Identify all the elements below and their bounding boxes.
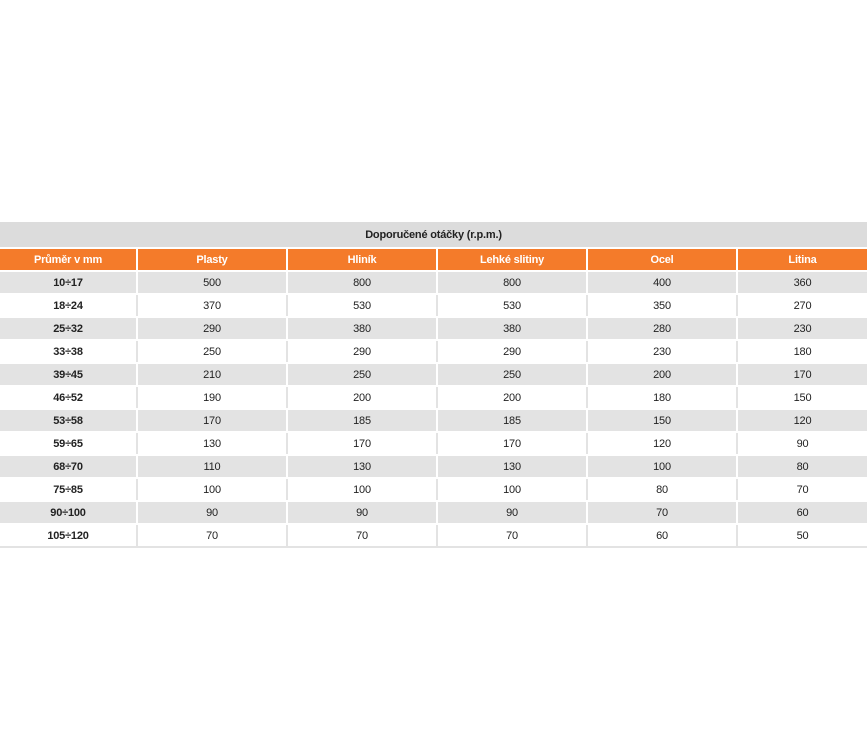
table-caption: Doporučené otáčky (r.p.m.) xyxy=(0,222,867,247)
cell-light-alloys: 530 xyxy=(437,294,587,317)
cell-diameter: 18÷24 xyxy=(0,294,137,317)
table-row xyxy=(0,340,867,363)
cell-steel: 230 xyxy=(587,340,737,363)
cell-plastics: 130 xyxy=(137,432,287,455)
cell-aluminium: 185 xyxy=(287,409,437,432)
header-plastics: Plasty xyxy=(137,248,287,271)
cell-cast-iron: 270 xyxy=(737,294,867,317)
cell-cast-iron: 60 xyxy=(737,501,867,524)
cell-plastics: 100 xyxy=(137,478,287,501)
cell-aluminium: 170 xyxy=(287,432,437,455)
cell-aluminium: 200 xyxy=(287,386,437,409)
table-row xyxy=(0,317,867,340)
table-row xyxy=(0,524,867,547)
cell-plastics: 290 xyxy=(137,317,287,340)
cell-steel: 350 xyxy=(587,294,737,317)
rpm-table xyxy=(0,247,867,548)
cell-cast-iron: 170 xyxy=(737,363,867,386)
cell-cast-iron: 180 xyxy=(737,340,867,363)
cell-light-alloys: 185 xyxy=(437,409,587,432)
table-row xyxy=(0,363,867,386)
cell-diameter: 53÷58 xyxy=(0,409,137,432)
cell-cast-iron: 120 xyxy=(737,409,867,432)
cell-aluminium: 800 xyxy=(287,271,437,294)
cell-steel: 70 xyxy=(587,501,737,524)
cell-diameter: 105÷120 xyxy=(0,524,137,547)
header-aluminium: Hliník xyxy=(287,248,437,271)
cell-steel: 120 xyxy=(587,432,737,455)
cell-diameter: 59÷65 xyxy=(0,432,137,455)
cell-light-alloys: 70 xyxy=(437,524,587,547)
cell-diameter: 33÷38 xyxy=(0,340,137,363)
header-row xyxy=(0,248,867,271)
cell-plastics: 110 xyxy=(137,455,287,478)
cell-diameter: 68÷70 xyxy=(0,455,137,478)
cell-cast-iron: 360 xyxy=(737,271,867,294)
cell-aluminium: 100 xyxy=(287,478,437,501)
cell-light-alloys: 250 xyxy=(437,363,587,386)
cell-aluminium: 530 xyxy=(287,294,437,317)
cell-diameter: 39÷45 xyxy=(0,363,137,386)
cell-plastics: 370 xyxy=(137,294,287,317)
table-row xyxy=(0,409,867,432)
cell-diameter: 46÷52 xyxy=(0,386,137,409)
cell-cast-iron: 80 xyxy=(737,455,867,478)
cell-plastics: 170 xyxy=(137,409,287,432)
cell-cast-iron: 70 xyxy=(737,478,867,501)
cell-cast-iron: 230 xyxy=(737,317,867,340)
cell-steel: 200 xyxy=(587,363,737,386)
cell-steel: 180 xyxy=(587,386,737,409)
table-row xyxy=(0,294,867,317)
header-cast-iron: Litina xyxy=(737,248,867,271)
cell-diameter: 90÷100 xyxy=(0,501,137,524)
table-row xyxy=(0,501,867,524)
cell-cast-iron: 90 xyxy=(737,432,867,455)
cell-aluminium: 130 xyxy=(287,455,437,478)
table-row xyxy=(0,455,867,478)
cell-cast-iron: 150 xyxy=(737,386,867,409)
header-diameter: Průměr v mm xyxy=(0,248,137,271)
cell-light-alloys: 380 xyxy=(437,317,587,340)
cell-plastics: 90 xyxy=(137,501,287,524)
cell-aluminium: 90 xyxy=(287,501,437,524)
cell-aluminium: 250 xyxy=(287,363,437,386)
cell-plastics: 500 xyxy=(137,271,287,294)
cell-light-alloys: 90 xyxy=(437,501,587,524)
cell-plastics: 70 xyxy=(137,524,287,547)
cell-light-alloys: 800 xyxy=(437,271,587,294)
cell-diameter: 25÷32 xyxy=(0,317,137,340)
cell-light-alloys: 100 xyxy=(437,478,587,501)
cell-steel: 400 xyxy=(587,271,737,294)
cell-light-alloys: 170 xyxy=(437,432,587,455)
cell-steel: 280 xyxy=(587,317,737,340)
cell-diameter: 10÷17 xyxy=(0,271,137,294)
cell-light-alloys: 200 xyxy=(437,386,587,409)
cell-steel: 80 xyxy=(587,478,737,501)
table-row xyxy=(0,478,867,501)
cell-steel: 100 xyxy=(587,455,737,478)
cell-diameter: 75÷85 xyxy=(0,478,137,501)
cell-cast-iron: 50 xyxy=(737,524,867,547)
header-light-alloys: Lehké slitiny xyxy=(437,248,587,271)
table-row xyxy=(0,271,867,294)
cell-light-alloys: 130 xyxy=(437,455,587,478)
cell-plastics: 250 xyxy=(137,340,287,363)
cell-aluminium: 290 xyxy=(287,340,437,363)
cell-steel: 60 xyxy=(587,524,737,547)
table-row xyxy=(0,386,867,409)
rpm-table-container xyxy=(0,222,867,548)
header-steel: Ocel xyxy=(587,248,737,271)
cell-plastics: 210 xyxy=(137,363,287,386)
cell-light-alloys: 290 xyxy=(437,340,587,363)
cell-aluminium: 70 xyxy=(287,524,437,547)
cell-plastics: 190 xyxy=(137,386,287,409)
cell-steel: 150 xyxy=(587,409,737,432)
cell-aluminium: 380 xyxy=(287,317,437,340)
table-row xyxy=(0,432,867,455)
